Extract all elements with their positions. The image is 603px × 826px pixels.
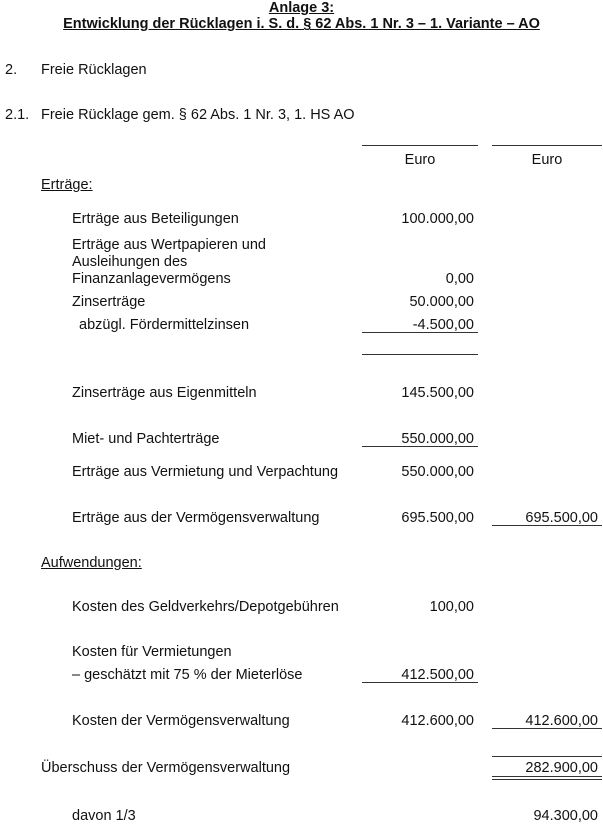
third-total: 94.300,00 (533, 808, 598, 824)
income-miete-label: Miet- und Pachterträge (72, 431, 220, 447)
column-header-euro-2: Euro (531, 152, 563, 168)
section-number-2-1: 2.1. (5, 107, 30, 123)
section-number-2: 2. (5, 62, 18, 78)
income-zins-label: Zinserträge (72, 294, 146, 310)
income-vermietung-label: Erträge aus Vermietung und Verpachtung (72, 464, 339, 480)
foerder-second-rule (362, 354, 478, 355)
income-total-rule (492, 525, 602, 526)
expenses-geld-label: Kosten des Geldverkehrs/Depotgebühren (72, 599, 339, 615)
surplus-double-rule-bottom-1 (492, 776, 602, 777)
income-zins-value: 50.000,00 (409, 294, 474, 310)
income-miete-value: 550.000,00 (401, 431, 474, 447)
expenses-vermiet-line-2: – geschätzt mit 75 % der Mieterlöse (72, 667, 303, 683)
surplus-double-rule-top (492, 756, 602, 757)
income-foerder-value: -4.500,00 (412, 317, 474, 333)
column-2-top-rule (492, 145, 602, 146)
third-label: davon 1/3 (72, 808, 136, 824)
expenses-vermiet-value: 412.500,00 (401, 667, 474, 683)
income-beteiligungen-value: 100.000,00 (401, 211, 474, 227)
foerder-sum-rule (362, 332, 478, 333)
expenses-verm-value: 412.600,00 (401, 713, 474, 729)
income-eigen-label: Zinserträge aus Eigenmitteln (72, 385, 257, 401)
section-title-freie-ruecklagen: Freie Rücklagen (41, 62, 147, 78)
miete-sum-rule (362, 446, 478, 447)
income-vermietung-value: 550.000,00 (401, 464, 474, 480)
expenses-vermiet-line-1: Kosten für Vermietungen (72, 644, 232, 660)
income-wertpapiere-value: 0,00 (445, 271, 474, 287)
income-verm-value: 695.500,00 (401, 510, 474, 526)
expenses-verm-label: Kosten der Vermögensverwaltung (72, 713, 290, 729)
income-foerder-label: abzügl. Fördermittelzinsen (79, 317, 250, 333)
annex-label: Anlage 3: (268, 0, 335, 16)
income-verm-total: 695.500,00 (525, 510, 598, 526)
income-eigen-value: 145.500,00 (401, 385, 474, 401)
expenses-geld-value: 100,00 (429, 599, 474, 615)
surplus-label: Überschuss der Vermögensverwaltung (41, 760, 291, 776)
column-header-euro-1: Euro (404, 152, 436, 168)
section-title-freie-ruecklage: Freie Rücklage gem. § 62 Abs. 1 Nr. 3, 1. HS AO (41, 107, 355, 123)
income-beteiligungen-label: Erträge aus Beteiligungen (72, 211, 239, 227)
surplus-double-rule-bottom-2 (492, 779, 602, 780)
income-wertpapiere-line-1: Erträge aus Wertpapieren und (72, 237, 266, 253)
income-wertpapiere-line-2: Ausleihungen des (72, 254, 188, 270)
expenses-total-rule (492, 728, 602, 729)
column-1-top-rule (362, 145, 478, 146)
income-heading: Erträge: (41, 177, 93, 193)
expenses-verm-total: 412.600,00 (525, 713, 598, 729)
expenses-heading: Aufwendungen: (41, 555, 142, 571)
page-title: Entwicklung der Rücklagen i. S. d. § 62 Abs. 1 Nr. 3 – 1. Variante – AO (63, 16, 540, 32)
surplus-total: 282.900,00 (525, 760, 598, 776)
income-verm-label: Erträge aus der Vermögensverwaltung (72, 510, 320, 526)
vermiet-sum-rule (362, 682, 478, 683)
income-wertpapiere-line-3: Finanzanlagevermögens (72, 271, 231, 287)
